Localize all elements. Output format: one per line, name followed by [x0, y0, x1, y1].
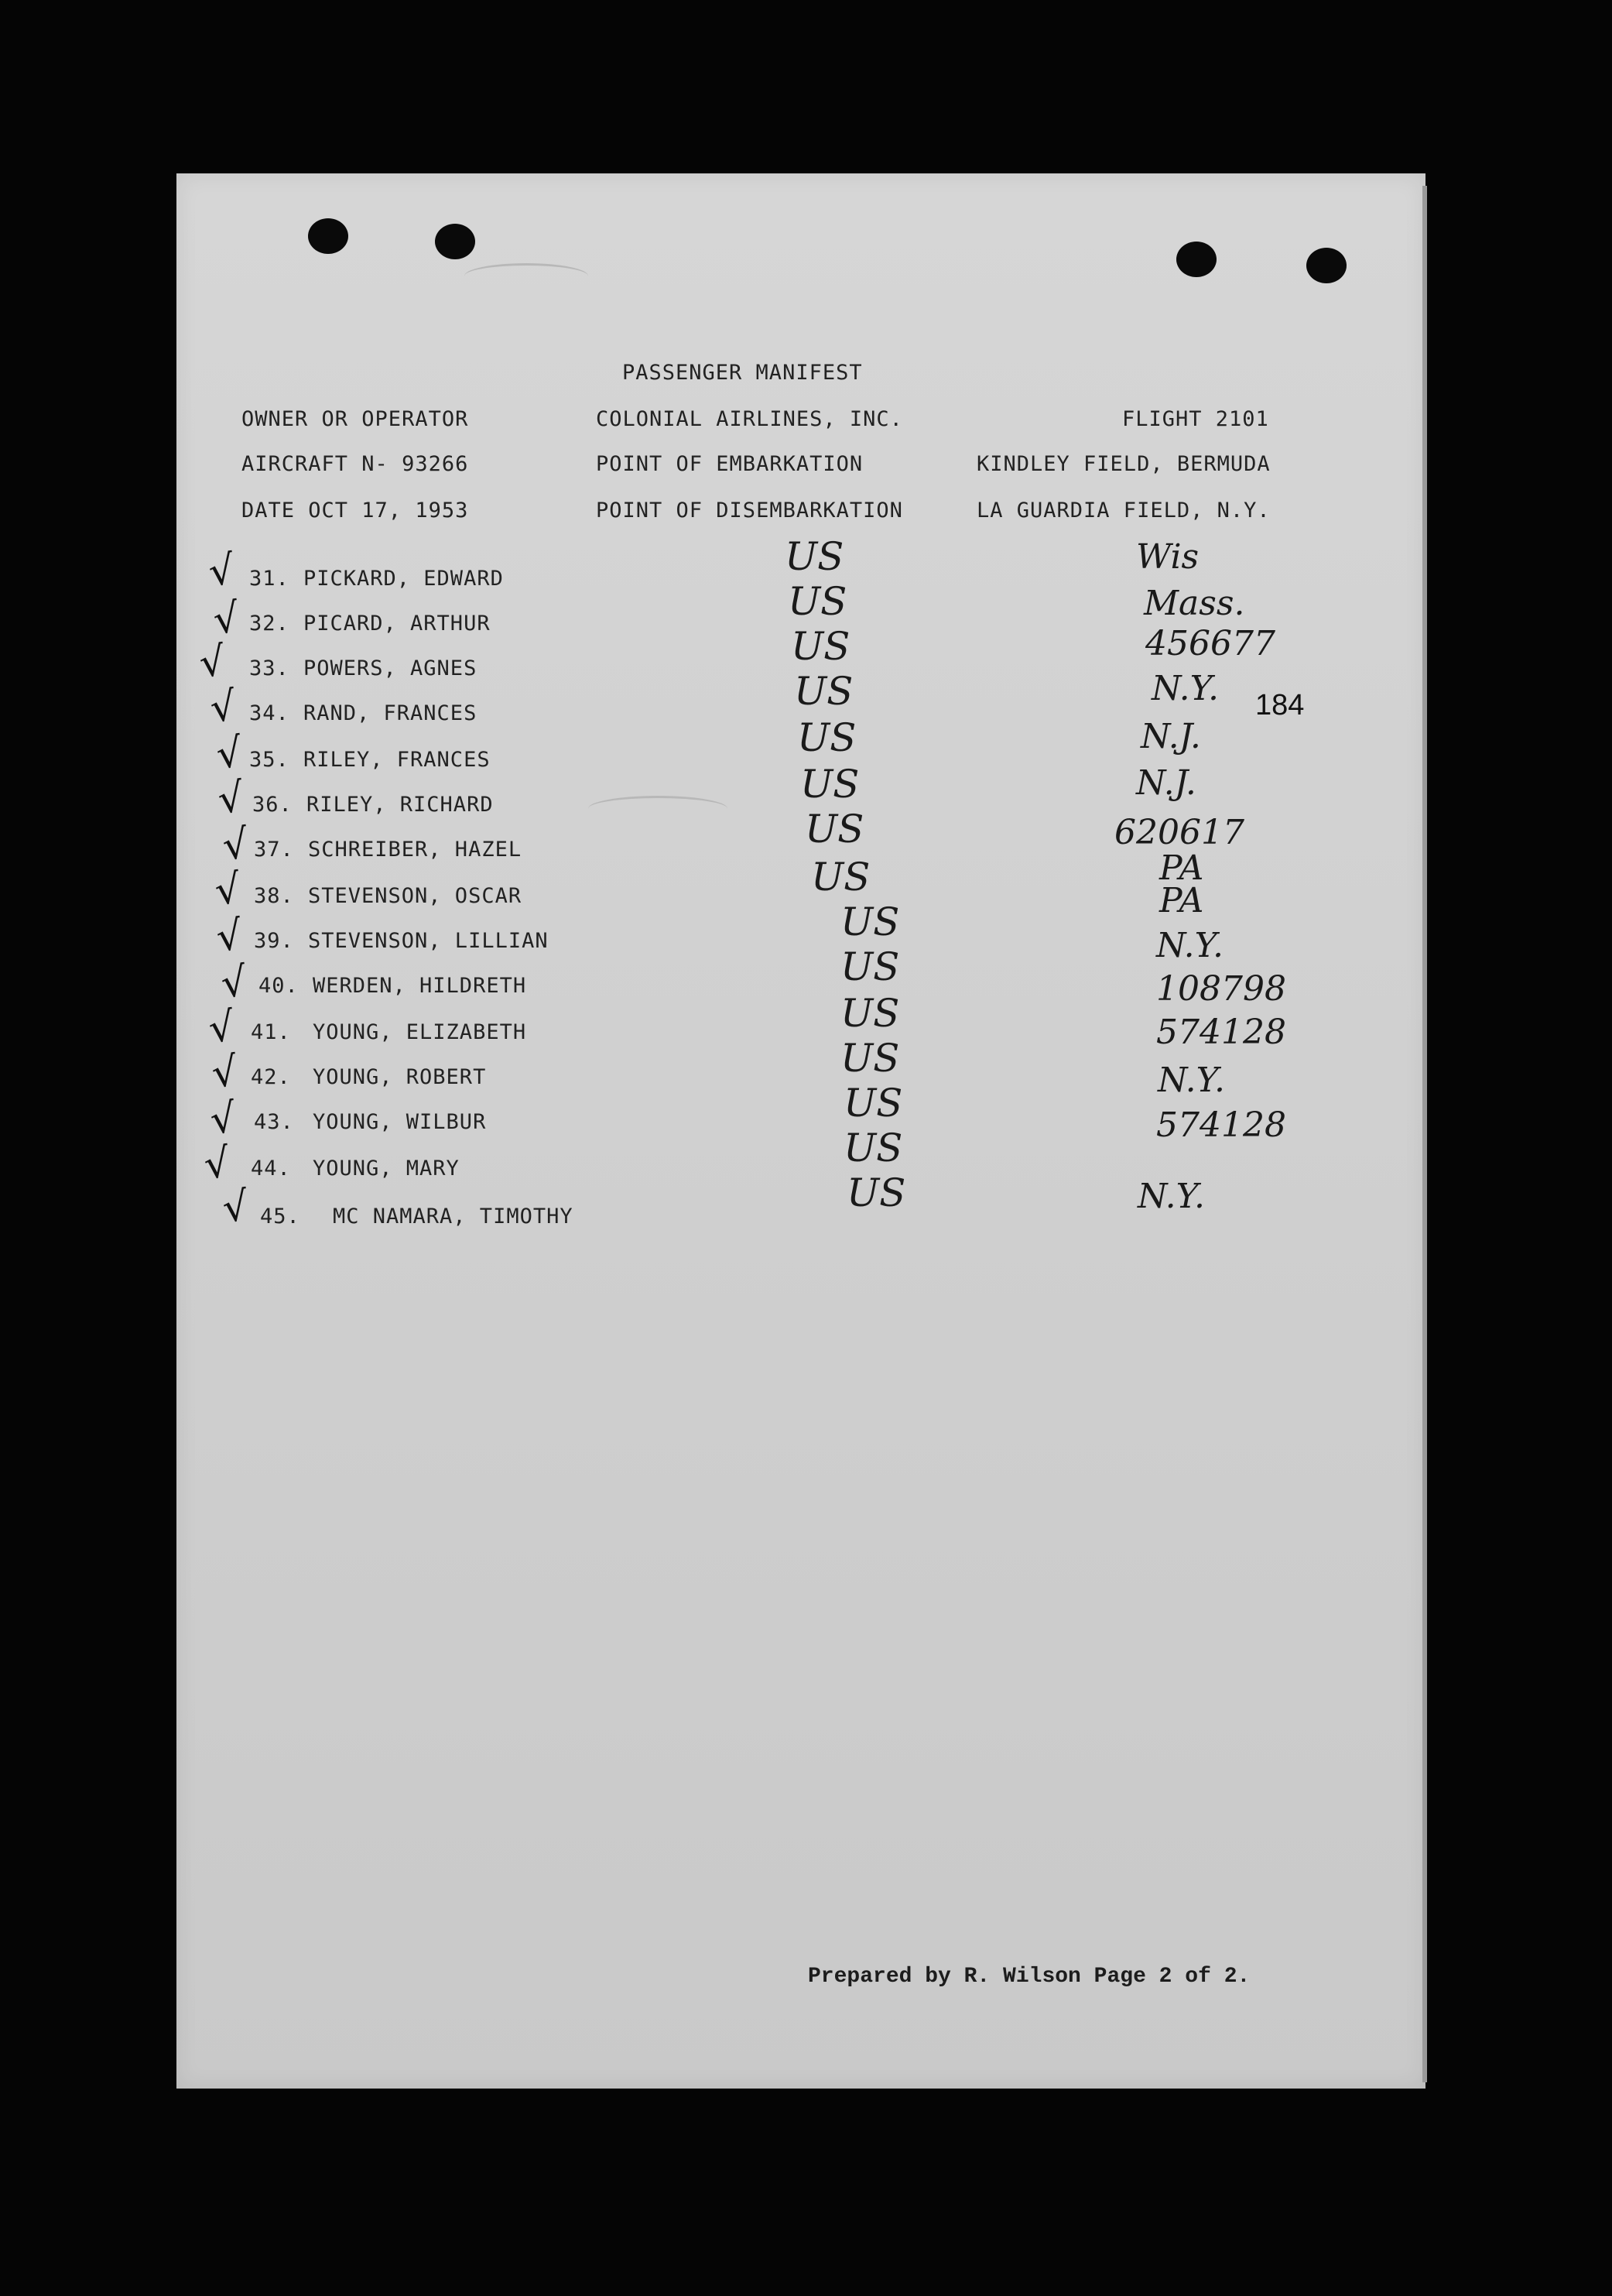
passenger-number: 40.: [258, 974, 299, 998]
handwritten-note: 456677: [1145, 624, 1275, 663]
handwritten-note: PA: [1159, 881, 1204, 920]
check-mark: √: [205, 546, 238, 597]
citizenship-note: US: [840, 991, 900, 1036]
handwritten-note: N.J.: [1141, 717, 1201, 756]
citizenship-note: US: [791, 624, 850, 669]
handwritten-note: 108798: [1156, 969, 1286, 1009]
aircraft-number: AIRCRAFT N- 93266: [241, 452, 469, 476]
punch-hole-left-2: [435, 224, 475, 259]
owner-label: OWNER OR OPERATOR: [241, 407, 469, 431]
citizenship-note: US: [805, 807, 864, 852]
handwritten-note: Wis: [1136, 537, 1200, 577]
handwritten-note: PA: [1159, 848, 1204, 888]
check-mark: √: [211, 865, 245, 916]
citizenship-note: US: [840, 900, 900, 944]
embarkation-label: POINT OF EMBARKATION: [596, 452, 864, 476]
passenger-number: 39.: [254, 929, 294, 953]
document-title: PASSENGER MANIFEST: [622, 361, 863, 385]
faint-stamp-mark: [464, 263, 588, 289]
citizenship-note: US: [844, 1081, 903, 1126]
punch-hole-right-1: [1176, 242, 1217, 277]
handwritten-note: 574128: [1156, 1105, 1286, 1145]
page-stamp-number: 184: [1255, 689, 1305, 721]
passenger-number: 36.: [252, 793, 293, 817]
punch-hole-left-1: [308, 218, 348, 254]
passenger-name: YOUNG, ELIZABETH: [313, 1020, 527, 1044]
passenger-name: STEVENSON, LILLIAN: [308, 929, 549, 953]
passenger-number: 34.: [249, 701, 289, 725]
check-mark: √: [217, 958, 251, 1009]
passenger-name: SCHREIBER, HAZEL: [308, 838, 522, 862]
citizenship-note: US: [797, 715, 857, 760]
handwritten-note: N.Y.: [1158, 1061, 1226, 1100]
passenger-name: PICKARD, EDWARD: [303, 567, 504, 591]
flight-number: FLIGHT 2101: [1122, 407, 1269, 431]
disembarkation-label: POINT OF DISEMBARKATION: [596, 499, 903, 523]
operator-value: COLONIAL AIRLINES, INC.: [596, 407, 903, 431]
passenger-number: 31.: [249, 567, 289, 591]
check-mark: √: [207, 1094, 240, 1145]
passenger-name: YOUNG, MARY: [313, 1157, 460, 1181]
passenger-name: YOUNG, ROBERT: [313, 1065, 487, 1089]
passenger-name: POWERS, AGNES: [303, 656, 477, 680]
check-mark: √: [200, 1139, 234, 1190]
handwritten-note: 574128: [1156, 1013, 1286, 1052]
sheet-edge: [1422, 186, 1427, 2082]
passenger-name: STEVENSON, OSCAR: [308, 884, 522, 908]
handwritten-note: 620617: [1114, 813, 1244, 852]
citizenship-note: US: [844, 1126, 903, 1170]
citizenship-note: US: [785, 534, 844, 579]
passenger-name: WERDEN, HILDRETH: [313, 974, 527, 998]
passenger-number: 42.: [251, 1065, 291, 1089]
passenger-number: 44.: [251, 1157, 291, 1181]
citizenship-note: US: [847, 1170, 906, 1215]
passenger-name: RILEY, RICHARD: [306, 793, 494, 817]
citizenship-note: US: [840, 1036, 900, 1081]
passenger-name: RILEY, FRANCES: [303, 748, 491, 772]
passenger-name: PICARD, ARTHUR: [303, 612, 491, 636]
handwritten-note: N.Y.: [1156, 926, 1224, 965]
handwritten-note: N.J.: [1136, 763, 1196, 803]
passenger-name: YOUNG, WILBUR: [313, 1110, 487, 1134]
citizenship-note: US: [800, 762, 860, 807]
check-mark: √: [214, 773, 248, 824]
check-mark: √: [207, 682, 240, 733]
passenger-number: 45.: [260, 1205, 300, 1229]
citizenship-note: US: [840, 944, 900, 989]
check-mark: √: [196, 637, 229, 688]
passenger-number: 32.: [249, 612, 289, 636]
handwritten-note: N.Y.: [1152, 669, 1220, 708]
embarkation-value: KINDLEY FIELD, BERMUDA: [977, 452, 1271, 476]
check-mark: √: [210, 594, 243, 645]
disembarkation-value: LA GUARDIA FIELD, N.Y.: [977, 499, 1271, 523]
passenger-name: MC NAMARA, TIMOTHY: [333, 1205, 573, 1229]
citizenship-note: US: [811, 855, 871, 900]
passenger-name: RAND, FRANCES: [303, 701, 477, 725]
passenger-number: 41.: [251, 1020, 291, 1044]
passenger-number: 37.: [254, 838, 294, 862]
citizenship-note: US: [788, 579, 847, 624]
passenger-number: 38.: [254, 884, 294, 908]
check-mark: √: [219, 1182, 252, 1233]
passenger-number: 35.: [249, 748, 289, 772]
citizenship-note: US: [794, 669, 854, 714]
prepared-by-footer: Prepared by R. Wilson Page 2 of 2.: [808, 1965, 1251, 1989]
punch-hole-right-2: [1306, 248, 1347, 283]
check-mark: √: [205, 1002, 238, 1054]
passenger-number: 33.: [249, 656, 289, 680]
check-mark: √: [213, 911, 246, 962]
flight-date: DATE OCT 17, 1953: [241, 499, 469, 523]
check-mark: √: [213, 728, 246, 780]
passenger-number: 43.: [254, 1110, 294, 1134]
check-mark: √: [219, 820, 252, 871]
handwritten-note: N.Y.: [1138, 1177, 1206, 1216]
handwritten-note: Mass.: [1144, 584, 1245, 623]
check-mark: √: [208, 1047, 241, 1098]
faint-stamp-mark-2: [588, 796, 727, 821]
